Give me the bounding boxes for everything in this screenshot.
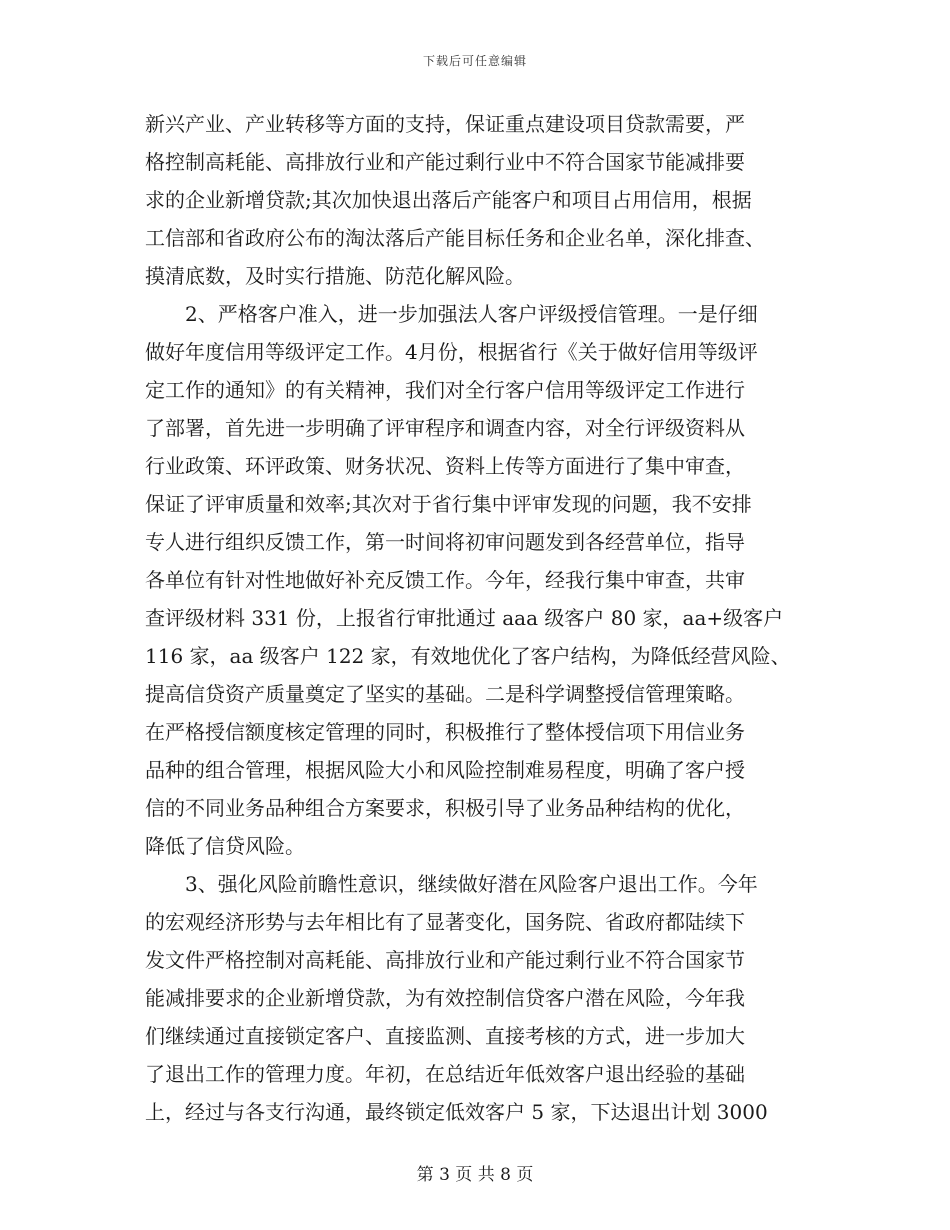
text-line: 求的企业新增贷款;其次加快退出落后产能客户和项目占用信用，根据 [145, 188, 752, 212]
text-line: 各单位有针对性地做好补充反馈工作。今年，经我行集中审查，共审 [145, 568, 745, 592]
text-line: 摸清底数，及时实行措施、防范化解风险。 [145, 264, 525, 288]
page-header: 下载后可任意编辑 [422, 54, 527, 68]
text-line: 在严格授信额度核定管理的同时，积极推行了整体授信项下用信业务 [145, 720, 745, 744]
text-line: 工信部和省政府公布的淘汰落后产能目标任务和企业名单，深化排查、 [145, 226, 765, 250]
text-line: 品种的组合管理，根据风险大小和风险控制难易程度，明确了客户授 [145, 758, 745, 782]
text-line: 提高信贷资产质量奠定了坚实的基础。二是科学调整授信管理策略。 [145, 682, 745, 706]
text-line: 降低了信贷风险。 [145, 834, 305, 858]
text-line: 了部署，首先进一步明确了评审程序和调查内容，对全行评级资料从 [145, 416, 745, 440]
text-line: 2、严格客户准入，进一步加强法人客户评级授信管理。一是仔细 [145, 302, 758, 326]
text-line: 行业政策、环评政策、财务状况、资料上传等方面进行了集中审查， [145, 454, 745, 478]
text-line: 了退出工作的管理力度。年初，在总结近年低效客户退出经验的基础 [145, 1062, 745, 1086]
text-line: 查评级材料 331 份，上报省行审批通过 aaa 级客户 80 家，aa+级客户 [145, 606, 784, 630]
text-line: 新兴产业、产业转移等方面的支持，保证重点建设项目贷款需要，严 [145, 112, 745, 136]
text-line: 116 家，aa 级客户 122 家，有效地优化了客户结构，为降低经营风险、 [145, 644, 791, 668]
text-line: 专人进行组织反馈工作，第一时间将初审问题发到各经营单位，指导 [145, 530, 745, 554]
text-line: 发文件严格控制对高耗能、高排放行业和产能过剩行业不符合国家节 [145, 948, 745, 972]
document-body [145, 105, 805, 1131]
text-line: 上，经过与各支行沟通，最终锁定低效客户 5 家，下达退出计划 3000 [145, 1100, 768, 1124]
text-line: 的宏观经济形势与去年相比有了显著变化，国务院、省政府都陆续下 [145, 910, 745, 934]
text-line: 们继续通过直接锁定客户、直接监测、直接考核的方式，进一步加大 [145, 1024, 745, 1048]
text-line: 格控制高耗能、高排放行业和产能过剩行业中不符合国家节能减排要 [145, 150, 745, 174]
text-line: 能减排要求的企业新增贷款，为有效控制信贷客户潜在风险，今年我 [145, 986, 745, 1010]
text-line: 定工作的通知》的有关精神，我们对全行客户信用等级评定工作进行 [145, 378, 745, 402]
text-line: 信的不同业务品种组合方案要求，积极引导了业务品种结构的优化， [145, 796, 745, 820]
text-line: 3、强化风险前瞻性意识，继续做好潜在风险客户退出工作。今年 [145, 872, 758, 896]
text-line: 保证了评审质量和效率;其次对于省行集中评审发现的问题，我不安排 [145, 492, 752, 516]
page-footer: 第 3 页 共 8 页 [416, 1165, 534, 1185]
text-line: 做好年度信用等级评定工作。4月份，根据省行《关于做好信用等级评 [145, 340, 758, 364]
